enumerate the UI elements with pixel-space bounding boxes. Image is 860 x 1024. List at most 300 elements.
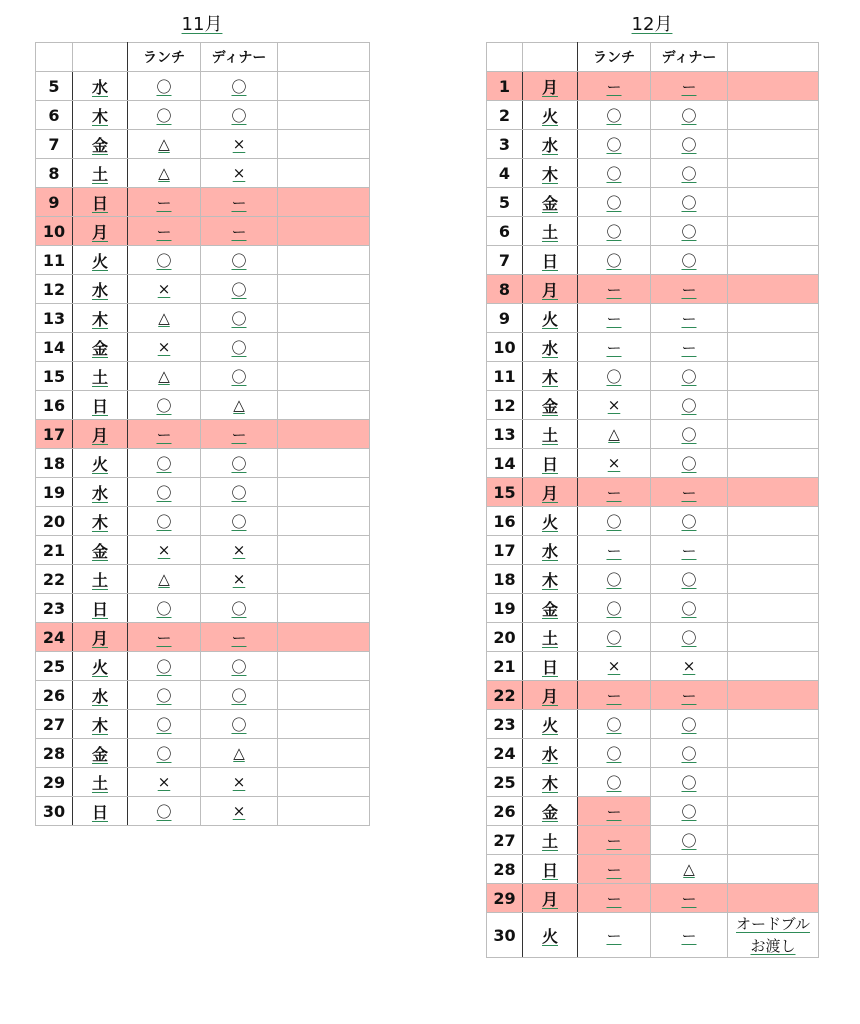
day-cell: 28	[36, 739, 73, 768]
weekday-label: 金	[541, 802, 558, 822]
table-row	[36, 449, 370, 478]
table-row	[36, 362, 370, 391]
table-row	[36, 275, 370, 304]
dinner-status: ー	[681, 889, 697, 908]
dinner-cell	[651, 710, 728, 739]
lunch-status: ー	[156, 628, 172, 647]
weekday-label: 月	[541, 77, 558, 97]
day-cell: 14	[36, 333, 73, 362]
day-cell: 26	[36, 681, 73, 710]
dinner-cell	[201, 623, 278, 652]
day-cell: 30	[36, 797, 73, 826]
table-row	[36, 159, 370, 188]
table-row	[36, 797, 370, 826]
note-cell	[728, 275, 819, 304]
table-row	[487, 826, 819, 855]
weekday-cell	[523, 884, 578, 913]
table-row	[487, 159, 819, 188]
lunch-cell	[578, 391, 651, 420]
dinner-status: ×	[232, 570, 246, 588]
day-cell: 13	[487, 420, 523, 449]
lunch-cell	[578, 623, 651, 652]
weekday-label: 日	[91, 396, 108, 416]
lunch-status: 〇	[606, 570, 622, 589]
weekday-cell	[523, 536, 578, 565]
weekday-cell	[523, 797, 578, 826]
lunch-status: △	[608, 425, 620, 443]
note-line: お渡し	[750, 937, 796, 955]
table-row	[487, 623, 819, 652]
dinner-status: 〇	[231, 483, 247, 502]
dinner-status: 〇	[231, 338, 247, 357]
table-row	[487, 333, 819, 362]
lunch-cell	[578, 478, 651, 507]
day-cell: 27	[487, 826, 523, 855]
table-row	[487, 652, 819, 681]
lunch-status: △	[158, 309, 170, 327]
day-cell: 21	[487, 652, 523, 681]
lunch-status: 〇	[606, 628, 622, 647]
dinner-cell	[201, 681, 278, 710]
weekday-label: 木	[91, 715, 108, 735]
lunch-cell	[578, 913, 651, 958]
dinner-cell	[651, 884, 728, 913]
dinner-cell	[201, 246, 278, 275]
lunch-status: 〇	[156, 657, 172, 676]
weekday-label: 木	[541, 367, 558, 387]
weekday-cell	[523, 478, 578, 507]
table-row	[36, 217, 370, 246]
lunch-cell	[578, 594, 651, 623]
dinner-status: 〇	[681, 193, 697, 212]
note-cell	[278, 391, 370, 420]
lunch-cell	[128, 739, 201, 768]
day-cell: 5	[36, 72, 73, 101]
lunch-cell	[128, 333, 201, 362]
table-row	[487, 478, 819, 507]
note-line: オードブル	[736, 915, 810, 933]
dinner-status: 〇	[681, 628, 697, 647]
weekday-cell	[523, 681, 578, 710]
day-cell: 27	[36, 710, 73, 739]
dinner-cell	[651, 826, 728, 855]
table-row	[487, 391, 819, 420]
note-cell	[278, 710, 370, 739]
header-row	[36, 43, 370, 72]
dinner-status: 〇	[681, 715, 697, 734]
weekday-cell	[523, 652, 578, 681]
dinner-status: 〇	[681, 512, 697, 531]
note-cell	[278, 652, 370, 681]
day-cell: 17	[36, 420, 73, 449]
dinner-status: ×	[232, 164, 246, 182]
weekday-label: 月	[541, 483, 558, 503]
day-cell: 15	[487, 478, 523, 507]
dinner-cell	[201, 449, 278, 478]
day-cell: 5	[487, 188, 523, 217]
weekday-cell	[73, 362, 128, 391]
dinner-cell	[201, 420, 278, 449]
lunch-cell	[578, 565, 651, 594]
weekday-label: 木	[541, 773, 558, 793]
weekday-label: 金	[91, 541, 108, 561]
note-cell	[278, 507, 370, 536]
note-cell	[278, 246, 370, 275]
note-cell	[278, 333, 370, 362]
table-row	[487, 565, 819, 594]
dinner-status: 〇	[681, 570, 697, 589]
dinner-status: △	[233, 744, 245, 762]
weekday-label: 水	[541, 135, 558, 155]
dinner-status: 〇	[681, 773, 697, 792]
table-row	[36, 304, 370, 333]
day-cell: 18	[487, 565, 523, 594]
dinner-cell	[651, 72, 728, 101]
note-cell	[728, 681, 819, 710]
weekday-label: 水	[541, 541, 558, 561]
header-lunch: ランチ	[578, 43, 651, 72]
day-cell: 18	[36, 449, 73, 478]
dinner-cell	[201, 478, 278, 507]
dinner-status: ー	[681, 338, 697, 357]
lunch-status: 〇	[156, 77, 172, 96]
weekday-label: 火	[541, 309, 558, 329]
lunch-status: 〇	[606, 251, 622, 270]
dinner-cell	[651, 681, 728, 710]
lunch-status: △	[158, 135, 170, 153]
weekday-cell	[73, 275, 128, 304]
dinner-cell	[651, 246, 728, 275]
weekday-cell	[523, 101, 578, 130]
note-cell	[278, 681, 370, 710]
lunch-status: 〇	[156, 744, 172, 763]
weekday-cell	[523, 420, 578, 449]
note-cell	[728, 623, 819, 652]
weekday-cell	[73, 217, 128, 246]
lunch-status: ー	[606, 338, 622, 357]
table-row	[487, 362, 819, 391]
weekday-cell	[523, 275, 578, 304]
header-note	[728, 43, 819, 72]
weekday-cell	[73, 101, 128, 130]
lunch-status: 〇	[606, 715, 622, 734]
day-cell: 13	[36, 304, 73, 333]
weekday-label: 日	[91, 599, 108, 619]
dinner-status: ×	[232, 773, 246, 791]
lunch-status: 〇	[606, 135, 622, 154]
weekday-cell	[73, 188, 128, 217]
note-cell	[278, 739, 370, 768]
table-row	[36, 536, 370, 565]
dinner-cell	[201, 710, 278, 739]
table-row	[36, 507, 370, 536]
header-row	[487, 43, 819, 72]
weekday-cell	[523, 565, 578, 594]
note-cell	[728, 739, 819, 768]
weekday-cell	[73, 507, 128, 536]
day-cell: 7	[487, 246, 523, 275]
note-cell	[278, 362, 370, 391]
lunch-cell	[128, 275, 201, 304]
dinner-cell	[651, 623, 728, 652]
note-cell	[278, 594, 370, 623]
dinner-status: 〇	[231, 367, 247, 386]
note-cell	[728, 304, 819, 333]
lunch-cell	[578, 275, 651, 304]
note-cell	[728, 797, 819, 826]
dinner-status: 〇	[681, 164, 697, 183]
weekday-label: 水	[91, 483, 108, 503]
month-title-december: 12月	[631, 14, 673, 35]
lunch-cell	[128, 681, 201, 710]
day-cell: 2	[487, 101, 523, 130]
weekday-label: 火	[541, 106, 558, 126]
weekday-cell	[73, 536, 128, 565]
weekday-label: 火	[541, 926, 558, 946]
dinner-cell	[201, 797, 278, 826]
weekday-label: 水	[541, 338, 558, 358]
dinner-status: ー	[681, 280, 697, 299]
lunch-cell	[578, 246, 651, 275]
lunch-status: 〇	[606, 744, 622, 763]
dinner-status: ー	[231, 628, 247, 647]
dinner-cell	[651, 101, 728, 130]
dinner-cell	[201, 536, 278, 565]
table-row	[36, 420, 370, 449]
dinner-status: 〇	[681, 744, 697, 763]
weekday-cell	[73, 130, 128, 159]
day-cell: 6	[36, 101, 73, 130]
lunch-cell	[128, 362, 201, 391]
weekday-label: 金	[91, 135, 108, 155]
dinner-status: ー	[231, 222, 247, 241]
lunch-status: 〇	[606, 222, 622, 241]
lunch-cell	[578, 217, 651, 246]
day-cell: 17	[487, 536, 523, 565]
note-cell	[728, 565, 819, 594]
dinner-cell	[651, 536, 728, 565]
weekday-cell	[523, 449, 578, 478]
weekday-cell	[523, 159, 578, 188]
note-cell	[278, 217, 370, 246]
weekday-label: 月	[91, 628, 108, 648]
weekday-label: 月	[541, 686, 558, 706]
november-schedule-table	[35, 42, 370, 826]
lunch-status: ×	[607, 657, 621, 675]
table-row	[487, 536, 819, 565]
dinner-status: ー	[681, 686, 697, 705]
dinner-cell	[201, 275, 278, 304]
table-row	[36, 681, 370, 710]
table-row	[36, 333, 370, 362]
dinner-status: 〇	[681, 454, 697, 473]
dinner-cell	[651, 565, 728, 594]
note-cell	[728, 420, 819, 449]
dinner-cell	[201, 594, 278, 623]
note-cell	[728, 159, 819, 188]
lunch-cell	[128, 391, 201, 420]
table-row	[487, 217, 819, 246]
note-cell	[728, 594, 819, 623]
lunch-status: 〇	[156, 686, 172, 705]
day-cell: 24	[36, 623, 73, 652]
note-cell	[728, 507, 819, 536]
weekday-label: 火	[541, 512, 558, 532]
dinner-cell	[651, 652, 728, 681]
lunch-status: ー	[606, 802, 622, 821]
dinner-status: ×	[232, 541, 246, 559]
lunch-cell	[578, 826, 651, 855]
day-cell: 8	[36, 159, 73, 188]
table-row	[487, 768, 819, 797]
dinner-cell	[201, 739, 278, 768]
table-row	[36, 768, 370, 797]
note-cell	[278, 101, 370, 130]
day-cell: 10	[487, 333, 523, 362]
note-cell	[278, 304, 370, 333]
lunch-status: 〇	[606, 106, 622, 125]
table-row	[36, 478, 370, 507]
table-row	[487, 855, 819, 884]
day-cell: 9	[487, 304, 523, 333]
weekday-label: 金	[541, 396, 558, 416]
lunch-status: 〇	[156, 599, 172, 618]
lunch-cell	[578, 884, 651, 913]
day-cell: 22	[36, 565, 73, 594]
lunch-cell	[578, 420, 651, 449]
weekday-label: 金	[541, 599, 558, 619]
dinner-status: 〇	[231, 454, 247, 473]
lunch-cell	[128, 768, 201, 797]
weekday-cell	[523, 304, 578, 333]
day-cell: 25	[487, 768, 523, 797]
day-cell: 23	[487, 710, 523, 739]
dinner-cell	[201, 768, 278, 797]
day-cell: 6	[487, 217, 523, 246]
day-cell: 19	[487, 594, 523, 623]
lunch-cell	[128, 797, 201, 826]
weekday-label: 月	[541, 280, 558, 300]
day-cell: 9	[36, 188, 73, 217]
dinner-status: △	[233, 396, 245, 414]
weekday-cell	[73, 768, 128, 797]
dinner-status: ー	[681, 926, 697, 945]
lunch-cell	[578, 72, 651, 101]
dinner-status: ×	[682, 657, 696, 675]
lunch-cell	[128, 420, 201, 449]
lunch-status: △	[158, 367, 170, 385]
lunch-cell	[128, 101, 201, 130]
dinner-cell	[651, 594, 728, 623]
dinner-status: 〇	[681, 425, 697, 444]
dinner-status: 〇	[231, 657, 247, 676]
dinner-status: 〇	[681, 251, 697, 270]
dinner-cell	[651, 449, 728, 478]
lunch-status: 〇	[156, 454, 172, 473]
lunch-cell	[578, 681, 651, 710]
note-cell	[728, 884, 819, 913]
lunch-cell	[128, 652, 201, 681]
note-cell	[278, 768, 370, 797]
day-cell: 26	[487, 797, 523, 826]
weekday-label: 月	[91, 425, 108, 445]
lunch-cell	[578, 797, 651, 826]
dinner-cell	[201, 159, 278, 188]
weekday-cell	[523, 130, 578, 159]
header-day	[36, 43, 73, 72]
dinner-status: 〇	[231, 77, 247, 96]
dinner-cell	[201, 72, 278, 101]
note-cell	[728, 536, 819, 565]
weekday-label: 土	[541, 831, 558, 851]
note-cell	[278, 420, 370, 449]
lunch-cell	[128, 246, 201, 275]
lunch-status: ×	[157, 338, 171, 356]
lunch-status: 〇	[606, 164, 622, 183]
weekday-label: 日	[541, 657, 558, 677]
table-row	[487, 884, 819, 913]
weekday-label: 日	[541, 454, 558, 474]
dinner-status: 〇	[231, 106, 247, 125]
lunch-status: ー	[606, 926, 622, 945]
note-cell	[728, 72, 819, 101]
weekday-cell	[73, 681, 128, 710]
dinner-cell	[651, 275, 728, 304]
lunch-status: ×	[607, 454, 621, 472]
dinner-status: ー	[681, 309, 697, 328]
weekday-cell	[523, 739, 578, 768]
lunch-status: ー	[156, 193, 172, 212]
note-cell	[728, 130, 819, 159]
table-row	[487, 797, 819, 826]
note-cell	[278, 536, 370, 565]
table-row	[487, 913, 819, 958]
weekday-cell	[73, 391, 128, 420]
lunch-cell	[128, 449, 201, 478]
day-cell: 19	[36, 478, 73, 507]
lunch-status: 〇	[606, 193, 622, 212]
weekday-cell	[73, 72, 128, 101]
note-cell	[278, 623, 370, 652]
weekday-cell	[523, 217, 578, 246]
weekday-cell	[73, 594, 128, 623]
table-row	[36, 565, 370, 594]
lunch-status: ×	[607, 396, 621, 414]
dinner-status: 〇	[231, 251, 247, 270]
note-cell	[278, 188, 370, 217]
weekday-cell	[523, 72, 578, 101]
dinner-status: 〇	[681, 367, 697, 386]
weekday-cell	[73, 565, 128, 594]
note-cell	[728, 768, 819, 797]
lunch-status: 〇	[156, 106, 172, 125]
table-row	[487, 72, 819, 101]
lunch-status: 〇	[606, 599, 622, 618]
table-row	[36, 188, 370, 217]
lunch-status: ー	[606, 541, 622, 560]
day-cell: 29	[36, 768, 73, 797]
lunch-cell	[128, 304, 201, 333]
dinner-status: ー	[681, 77, 697, 96]
lunch-cell	[578, 507, 651, 536]
december-schedule-table	[486, 42, 819, 958]
dinner-status: ×	[232, 802, 246, 820]
lunch-status: ー	[606, 889, 622, 908]
weekday-cell	[73, 652, 128, 681]
weekday-label: 日	[541, 860, 558, 880]
lunch-cell	[578, 101, 651, 130]
lunch-cell	[578, 768, 651, 797]
